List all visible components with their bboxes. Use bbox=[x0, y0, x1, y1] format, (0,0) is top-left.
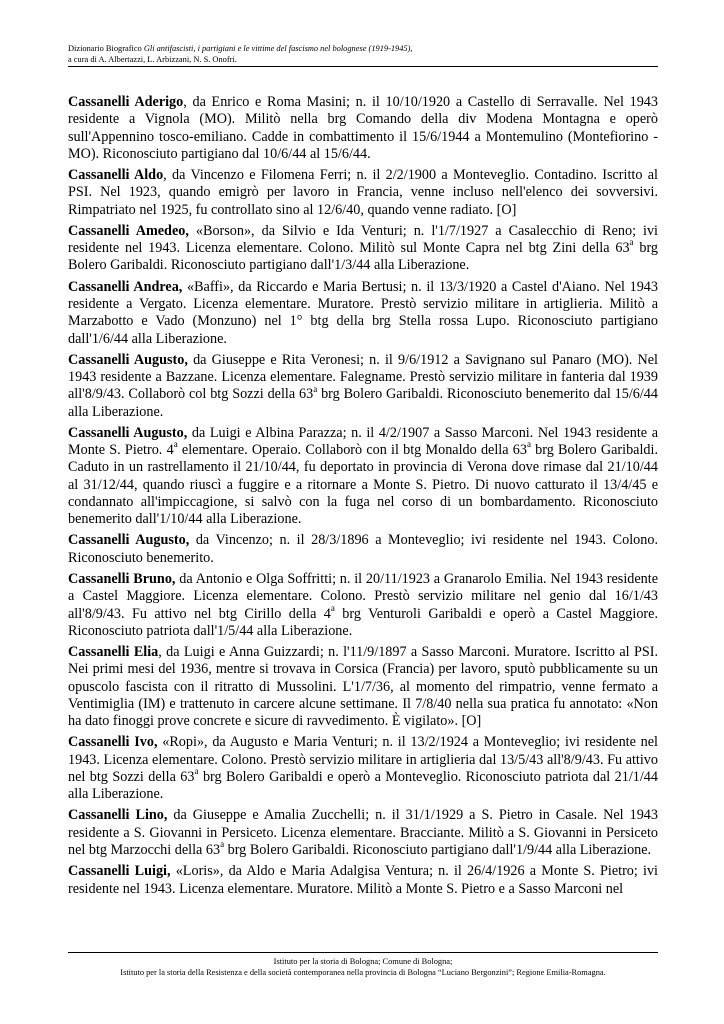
entry-name: Cassanelli Luigi, bbox=[68, 863, 171, 880]
entry-text: brg Bolero Garibaldi. Riconosciuto partigiano dall'1/9/44 alla Liberazione. bbox=[224, 842, 652, 859]
entry-name: Cassanelli Augusto, bbox=[68, 351, 188, 368]
entry-name: Cassanelli Aldo bbox=[68, 167, 164, 184]
biography-entry bbox=[68, 734, 658, 803]
entry-text: da Giuseppe e Rita Veronesi; n. il 9/6/1912 a Savignano sul Panaro (MO). Nel 1943 residente a Bazzane. Licenza elementare. Falegname. Prestò servizio militare in fanteria dal 1939 all'8/9/43. Collaborò col btg Sozzi della 63 bbox=[68, 351, 658, 403]
biography-entry bbox=[68, 94, 658, 163]
entry-text: elementare. Operaio. Collaborò con il btg Monaldo della 63 bbox=[177, 442, 527, 459]
ordinal-superscript: a bbox=[330, 602, 335, 613]
biography-entry bbox=[68, 807, 658, 859]
entry-name: Cassanelli Elia bbox=[68, 644, 159, 661]
entry-text: da Antonio e Olga Soffritti; n. il 20/11/1923 a Granarolo Emilia. Nel 1943 residente a Castel Maggiore. Licenza elementare. Colono. Prestò servizio militare nel genio dal 16/1/43 all'8/9/43. Fu attivo nel btg Cirillo della 4 bbox=[68, 570, 658, 622]
entry-text: da Vincenzo; n. il 28/3/1896 a Monteveglio; ivi residente nel 1943. Colono. Riconosciuto benemerito. bbox=[68, 532, 658, 566]
footer-line-1: Istituto per la storia di Bologna; Comune di Bologna; bbox=[273, 957, 453, 966]
biography-entry bbox=[68, 532, 658, 567]
entry-name: Cassanelli Aderigo bbox=[68, 94, 184, 110]
entry-name: Cassanelli Andrea, bbox=[68, 278, 183, 295]
entry-text: , da Vincenzo e Filomena Ferri; n. il 2/2/1900 a Monteveglio. Contadino. Iscritto al PSI. Nel 1923, quando emigrò per lavoro in Francia, venne incluso nell'elenco dei sovversivi. Rimpatriato nel 1925, fu controllato sino al 12/6/40, quando venne radiato. [O] bbox=[68, 167, 658, 218]
entry-name: Cassanelli Lino, bbox=[68, 807, 168, 824]
entry-text: da Luigi e Albina Parazza; n. il 4/2/1907 a Sasso Marconi. Nel 1943 residente a Monte S. Pietro. 4 bbox=[68, 424, 658, 459]
entry-text: brg Bolero Garibaldi. Caduto in un rastrellamento il 21/10/44, fu deportato in provincia di Verona dove rimase dal 21/10/44 al 31/12/44, quando riuscì a fuggire e a ritornare a Monte S. Pietro. Di nuovo catturato il 13/4/45 e condannato all'impiccagione, si salvò con la fuga nel corso di un bombardamento. Riconosciuto benemerito dall'1/10/44 alla Liberazione. bbox=[68, 442, 658, 528]
biography-entry bbox=[68, 863, 658, 898]
header-editors-line: a cura di A. Albertazzi, L. Arbizzani, N. S. Onofri. bbox=[68, 54, 237, 64]
ordinal-superscript: a bbox=[629, 237, 634, 248]
entry-text: «Loris», da Aldo e Maria Adalgisa Ventura; n. il 26/4/1926 a Monte S. Pietro; ivi residente nel 1943. Licenza elementare. Muratore. Militò a Monte S. Pietro e a Sasso Marconi nel bbox=[68, 863, 658, 897]
entry-name: Cassanelli Augusto, bbox=[68, 532, 190, 549]
biography-entry bbox=[68, 167, 658, 219]
entry-text: «Ropi», da Augusto e Maria Venturi; n. il 13/2/1924 a Monteveglio; ivi residente nel 1943. Licenza elementare. Colono. Prestò servizio militare in artiglieria dal 13/5/43 all'8/9/43. Fu attivo nel btg Sozzi della 63 bbox=[68, 734, 658, 785]
entry-text: da Giuseppe e Amalia Zucchelli; n. il 31/1/1929 a S. Pietro in Casale. Nel 1943 residente a S. Giovanni in Persiceto. Licenza elementare. Bracciante. Militò a S. Giovanni in Persiceto nel btg Marzocchi della 63 bbox=[68, 807, 658, 859]
ordinal-superscript: a bbox=[526, 439, 531, 450]
biography-entry bbox=[68, 279, 658, 348]
header-title-prefix: Dizionario Biografico bbox=[68, 44, 144, 53]
entry-name: Cassanelli Amedeo, bbox=[68, 222, 189, 239]
biography-entry bbox=[68, 644, 658, 730]
ordinal-superscript: a bbox=[220, 839, 225, 850]
footer-line-2: Istituto per la storia della Resistenza e della società contemporanea nella provincia di Bologna “Luciano Bergonzini”; Regione Emilia-Romagna. bbox=[120, 968, 606, 977]
entry-text: «Borson», da Silvio e Ida Venturi; n. l'1/7/1927 a Casalecchio di Reno; ivi residente nel 1943. Licenza elementare. Colono. Militò sul Monte Capra nel btg Zini della 63 bbox=[68, 222, 658, 257]
entry-text: brg Bolero Garibaldi. Riconosciuto partigiano dall'1/3/44 alla Liberazione. bbox=[68, 240, 659, 274]
entry-name: Cassanelli Bruno, bbox=[68, 570, 176, 587]
biography-entry bbox=[68, 571, 658, 640]
header-title-line bbox=[68, 44, 658, 55]
header-title-italic: Gli antifascisti, i partigiani e le vittime del fascismo nel bolognese (1919-1945) bbox=[143, 44, 411, 53]
ordinal-superscript: a bbox=[194, 766, 199, 777]
biography-entry bbox=[68, 223, 658, 275]
entry-text: , da Enrico e Roma Masini; n. il 10/10/1920 a Castello di Serravalle. Nel 1943 residente a Vignola (MO). Militò nella brg Comando della div Modena Montagna e operò sull'Appennino tosco-emiliano. Cadde in combattimento il 15/6/1944 a Montemulino (Montefiorino - MO). Riconosciuto partigiano dal 10/6/44 al 15/6/44. bbox=[68, 94, 658, 162]
entry-name: Cassanelli Augusto, bbox=[68, 424, 188, 441]
entry-text: «Baffi», da Riccardo e Maria Bertusi; n. il 13/3/1920 a Castel d'Aiano. Nel 1943 residente a Vergato. Licenza elementare. Muratore. Prestò servizio militare in artiglieria. Militò a Marzabotto e Vado (Monzuno) nel 1° btg della brg Stella rossa Lupo. Riconosciuto partigiano dall'1/6/44 alla Liberazione. bbox=[68, 278, 658, 347]
ordinal-superscript: a bbox=[313, 383, 318, 394]
header-divider bbox=[68, 66, 658, 67]
entry-text: , da Luigi e Anna Guizzardi; n. l'11/9/1897 a Sasso Marconi. Muratore. Iscritto al PSI. Nei primi mesi del 1936, mentre si trovava in Corsica (Francia) per lavoro, sputò pubblicamente su un opuscolo fascista con il ritratto di Mussolini. L'1/7/36, al momento del rimpatrio, venne fermato a Ventimiglia (IM) e trattenuto in carcere alcune settimane. Il 7/8/40 nella sua pratica fu annotato: «Non ha dato finoggi prove concrete e sicure di ravvedimento. È vigilato». [O] bbox=[68, 644, 658, 730]
footer-divider bbox=[68, 952, 658, 953]
entry-text: brg Venturoli Garibaldi e operò a Castel Maggiore. Riconosciuto patriota dall'1/5/44 alla Liberazione. bbox=[68, 605, 659, 639]
biography-entry bbox=[68, 425, 658, 529]
entry-text: brg Bolero Garibaldi. Riconosciuto benemerito dal 15/6/44 alla Liberazione. bbox=[68, 386, 658, 420]
ordinal-superscript: a bbox=[173, 439, 178, 450]
page-footer bbox=[60, 956, 666, 978]
entry-text: brg Bolero Garibaldi e operò a Monteveglio. Riconosciuto patriota dal 21/1/44 alla Liberazione. bbox=[68, 769, 658, 803]
entries-list bbox=[68, 94, 658, 902]
page-header bbox=[68, 44, 658, 65]
entry-name: Cassanelli Ivo, bbox=[68, 734, 158, 751]
biography-entry bbox=[68, 352, 658, 421]
header-title-suffix: , bbox=[410, 44, 413, 53]
